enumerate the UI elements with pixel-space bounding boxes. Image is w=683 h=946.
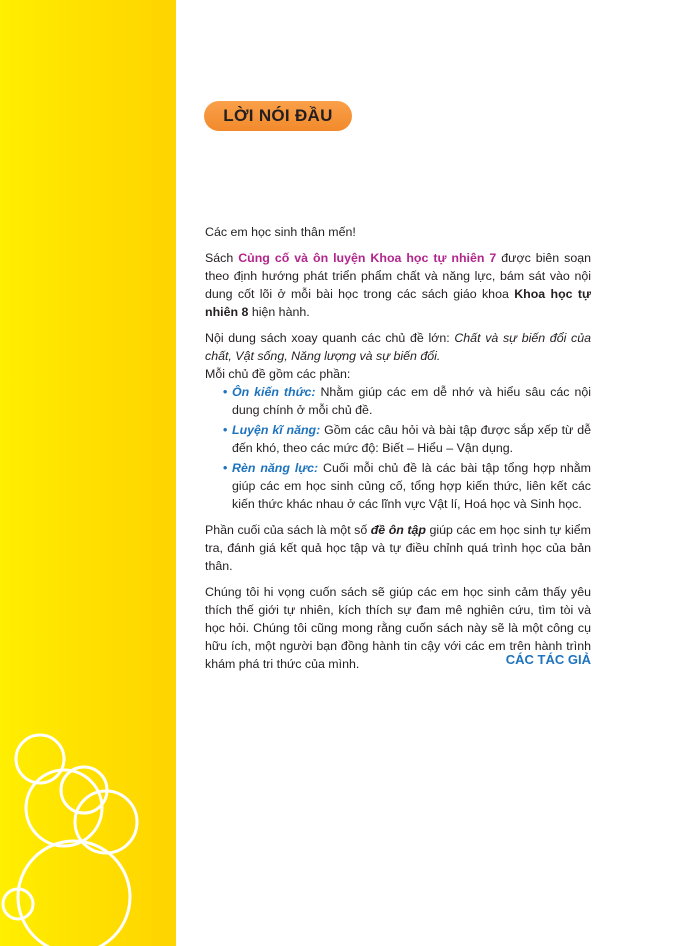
authors-signature: CÁC TÁC GIẢ <box>505 652 591 667</box>
decorative-circles <box>0 0 176 946</box>
parts-list <box>205 383 591 513</box>
paragraph-closing: Chúng tôi hi vọng cuốn sách sẽ giúp các em học sinh cảm thấy yêu thích thế giới tự nhiên, kích thích sự đam mê nghiên cứu, tìm tòi và học hỏi. Chúng tôi cũng mong rằng cuốn sách này sẽ là một công cụ hữu ích, một người bạn đồng hành tin cậy với các em trên hành trình khám phá tri thức của mình. <box>205 585 591 671</box>
circle-decoration <box>61 767 107 813</box>
parts-intro: Mỗi chủ đề gồm các phần: <box>205 367 351 381</box>
part-term: Ôn kiến thức: <box>232 385 316 399</box>
paragraph-intro: Sách Củng cố và ôn luyện Khoa học tự nhiên 7 được biên soạn theo định hướng phát triển phẩm chất và năng lực, bám sát vào nội dung cốt lõi ở mỗi bài học trong các sách giáo khoa Khoa học tự nhiên 8 hiện hành. <box>205 251 591 319</box>
circle-decoration <box>16 735 64 783</box>
bullet-icon: • <box>223 461 228 475</box>
bullet-icon: • <box>223 423 228 437</box>
title-badge <box>204 101 352 131</box>
preface-body <box>205 223 591 681</box>
topics-list: Chất và sự biến đổi của chất, Vật sống, Năng lượng và sự biến đổi. <box>205 331 591 363</box>
circle-decoration <box>18 841 130 946</box>
textbook-name: Khoa học tự nhiên 8 <box>205 287 591 319</box>
paragraph-review: Phần cuối của sách là một số đề ôn tập giúp các em học sinh tự kiểm tra, đánh giá kết quả học tập và tự điều chỉnh quá trình học của bản thân. <box>205 523 591 573</box>
list-item: • Rèn năng lực: Cuối mỗi chủ đề là các bài tập tổng hợp nhằm giúp các em học sinh củng cố, tổng hợp kiến thức, liên kết các kiến thức khác nhau ở các lĩnh vực Vật lí, Hoá học và Sinh học. <box>223 461 591 511</box>
book-title: Củng cố và ôn luyện Khoa học tự nhiên 7 <box>238 251 497 265</box>
list-item: • Ôn kiến thức: Nhằm giúp các em dễ nhớ và hiểu sâu các nội dung chính ở mỗi chủ đề. <box>223 385 591 417</box>
list-item: • Luyện kĩ năng: Gồm các câu hỏi và bài tập được sắp xếp từ dễ đến khó, theo các mức độ: Biết – Hiểu – Vận dụng. <box>223 423 591 455</box>
page-title: LỜI NÓI ĐẦU <box>223 106 333 125</box>
review-term: đề ôn tập <box>370 523 426 537</box>
part-term: Rèn năng lực: <box>232 461 319 475</box>
greeting: Các em học sinh thân mến! <box>205 225 356 239</box>
bullet-icon: • <box>223 385 228 399</box>
part-term: Luyện kĩ năng: <box>232 423 321 437</box>
paragraph-topics: Nội dung sách xoay quanh các chủ đề lớn: Chất và sự biến đổi của chất, Vật sống, Năng lượng và sự biến đổi. <box>205 331 591 363</box>
